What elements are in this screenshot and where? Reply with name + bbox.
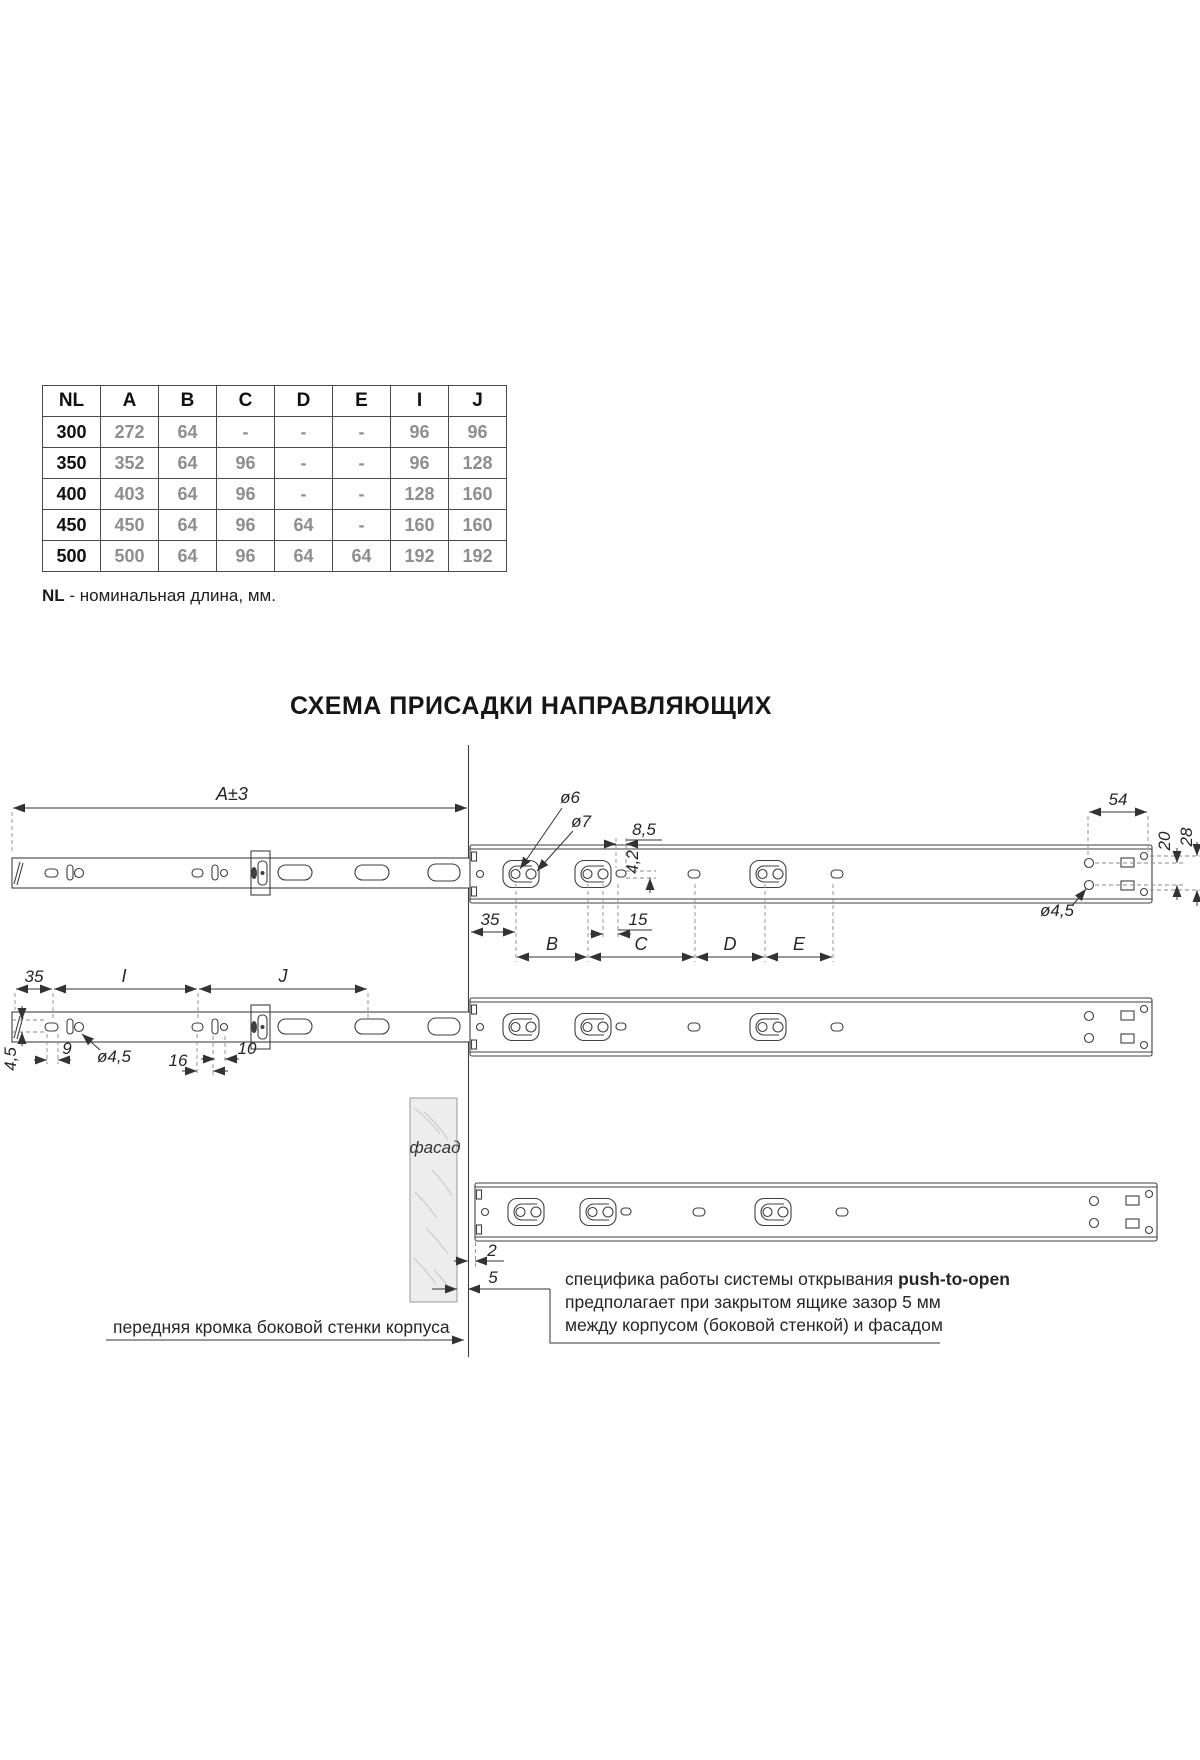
cell: - (333, 479, 391, 510)
cell-nl: 500 (43, 541, 101, 572)
top-slide-assembly (12, 845, 1152, 903)
cell: 272 (101, 417, 159, 448)
dimension-2 (454, 1241, 504, 1268)
note-line-1-normal: специфика работы системы открывания (565, 1269, 899, 1289)
dim-label-b: B (545, 934, 559, 954)
dim-label-d: D (723, 934, 737, 954)
cell: 160 (391, 510, 449, 541)
cell: - (275, 448, 333, 479)
push-to-open-note (565, 1269, 1010, 1335)
note-line-1-bold: push-to-open (898, 1269, 1010, 1289)
col-header-j: J (449, 386, 507, 417)
facade-panel (409, 1098, 460, 1302)
cell-nl: 300 (43, 417, 101, 448)
note-line-1 (565, 1269, 1010, 1289)
dim-label-35-left: 35 (24, 967, 44, 986)
dim-label-4-2: 4,2 (623, 850, 642, 874)
bottom-slide-assembly (475, 1183, 1157, 1241)
cell: 128 (391, 479, 449, 510)
col-header-nl: NL (43, 386, 101, 417)
page-title: СХЕМА ПРИСАДКИ НАПРАВЛЯЮЩИХ (290, 692, 772, 720)
cell: 96 (217, 479, 275, 510)
cell: 352 (101, 448, 159, 479)
dim-label-j: J (278, 966, 288, 986)
dim-label-9: 9 (62, 1039, 72, 1058)
cell: - (275, 417, 333, 448)
front-edge-label: передняя кромка боковой стенки корпуса (113, 1317, 450, 1337)
cell: 96 (217, 448, 275, 479)
dim-label-8-5: 8,5 (632, 820, 656, 839)
cell: 192 (391, 541, 449, 572)
cell: 160 (449, 510, 507, 541)
footnote-text: - номинальная длина, мм. (64, 586, 276, 605)
dim-label-5: 5 (488, 1268, 498, 1287)
dim-label-a3: A±3 (216, 784, 248, 804)
cell: - (217, 417, 275, 448)
dim-label-dia45-right: ø4,5 (1039, 901, 1075, 920)
cell: 96 (391, 417, 449, 448)
dim-label-dia45-left: ø4,5 (96, 1047, 132, 1066)
cell: 64 (275, 510, 333, 541)
cell: 64 (159, 510, 217, 541)
cell-nl: 450 (43, 510, 101, 541)
cell: - (275, 479, 333, 510)
cell: - (333, 448, 391, 479)
col-header-c: C (217, 386, 275, 417)
cell: 403 (101, 479, 159, 510)
dim-label-10: 10 (237, 1039, 257, 1058)
cell: 128 (449, 448, 507, 479)
cell: 450 (101, 510, 159, 541)
dim-label-54: 54 (1108, 790, 1128, 809)
dim-label-c: C (634, 934, 648, 954)
dim-label-e: E (792, 934, 806, 954)
note-line-2: предполагает при закрытом ящике зазор 5 мм (565, 1292, 941, 1312)
col-header-d: D (275, 386, 333, 417)
dim-label-20: 20 (1155, 831, 1174, 851)
dim-label-16: 16 (168, 1051, 188, 1070)
cell-nl: 350 (43, 448, 101, 479)
cell: 64 (333, 541, 391, 572)
cell: 160 (449, 479, 507, 510)
note-line-3: между корпусом (боковой стенкой) и фасадом (565, 1315, 943, 1335)
middle-slide-assembly (12, 998, 1152, 1056)
dim-label-2: 2 (487, 1241, 497, 1260)
col-header-i: I (391, 386, 449, 417)
dim-label-28: 28 (1177, 827, 1196, 847)
cell: 96 (449, 417, 507, 448)
col-header-b: B (159, 386, 217, 417)
dim-label-15: 15 (628, 910, 648, 929)
cell: 64 (159, 448, 217, 479)
dim-label-35-top: 35 (480, 910, 500, 929)
cell: 96 (217, 541, 275, 572)
cell: - (333, 417, 391, 448)
cell: 192 (449, 541, 507, 572)
facade-label: фасад (409, 1138, 461, 1157)
cell: 96 (217, 510, 275, 541)
cell: 96 (391, 448, 449, 479)
dim-label-dia7: ø7 (571, 812, 591, 831)
dimension-35-top (471, 910, 515, 932)
cell: 64 (159, 541, 217, 572)
cell-nl: 400 (43, 479, 101, 510)
dim-label-4-5: 4,5 (1, 1047, 20, 1071)
dim-label-dia6: ø6 (560, 788, 580, 807)
cell: 64 (159, 479, 217, 510)
col-header-e: E (333, 386, 391, 417)
col-header-a: A (101, 386, 159, 417)
front-edge-callout (106, 1317, 464, 1340)
dimension-a3 (12, 784, 467, 854)
cell: 500 (101, 541, 159, 572)
cell: 64 (275, 541, 333, 572)
cell: 64 (159, 417, 217, 448)
footnote-term: NL (42, 586, 65, 605)
dim-label-i: I (121, 966, 127, 986)
cell: - (333, 510, 391, 541)
